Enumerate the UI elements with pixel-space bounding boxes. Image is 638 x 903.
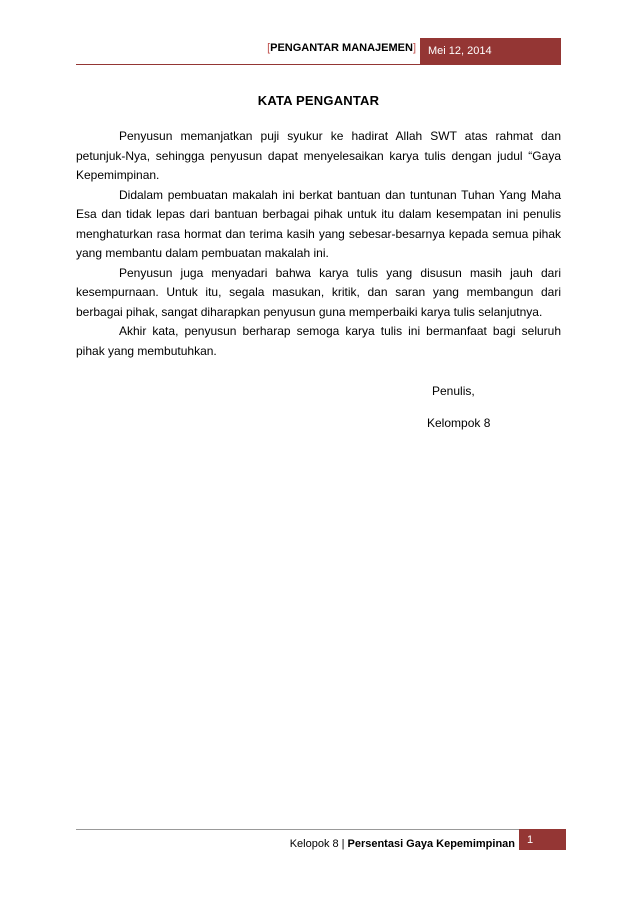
header-date: Mei 12, 2014 [428,45,492,57]
footer-text [290,838,515,850]
paragraph-2: Didalam pembuatan makalah ini berkat bantuan dan tuntunan Tuhan Yang Maha Esa dan tidak lepas dari bantuan berbagai pihak untuk itu dalam kesempatan ini penulis menghaturkan rasa hormat dan terima kasih yang sebesar-besarnya kepada semua pihak yang membantu dalam pembuatan makalah ini. [76,187,561,260]
signoff-name: Kelompok 8 [427,416,491,430]
signoff-block [427,384,490,430]
document-title: KATA PENGANTAR [257,93,380,108]
page-number: 1 [527,834,534,846]
paragraph-3: Penyusun juga menyadari bahwa karya tulis yang disusun masih jauh dari kesempurnaan. Untuk itu, segala masukan, kritik, dan saran yang membangun dari berbagai pihak, sangat diharapkan penyusun guna memperbaiki karya tulis selanjutnya. [76,265,561,319]
footer-group: Kelopok 8 [289,838,339,850]
header-title [267,42,416,54]
page-content [76,93,561,361]
header-date-box [420,38,561,65]
footer-separator: | [341,838,345,850]
signoff-label: Penulis, [432,384,475,398]
header-bracket-close: ] [412,42,416,54]
header-bracket-open: [ [267,42,271,54]
header-rule [76,64,420,65]
paragraph-4: Akhir kata, penyusun berharap semoga karya tulis ini bermanfaat bagi seluruh pihak yang membutuhkan. [76,324,561,358]
footer-title: Persentasi Gaya Kepemimpinan [347,838,515,850]
footer-rule [76,829,566,830]
paragraph-1: Penyusun memanjatkan puji syukur ke hadirat Allah SWT atas rahmat dan petunjuk-Nya, sehingga penyusun dapat menyelesaikan karya tulis dengan judul “Gaya Kepemimpinan. [76,129,561,182]
footer-page-box [519,829,566,850]
header-title-text: PENGANTAR MANAJEMEN [270,42,413,54]
page-header [76,38,561,65]
